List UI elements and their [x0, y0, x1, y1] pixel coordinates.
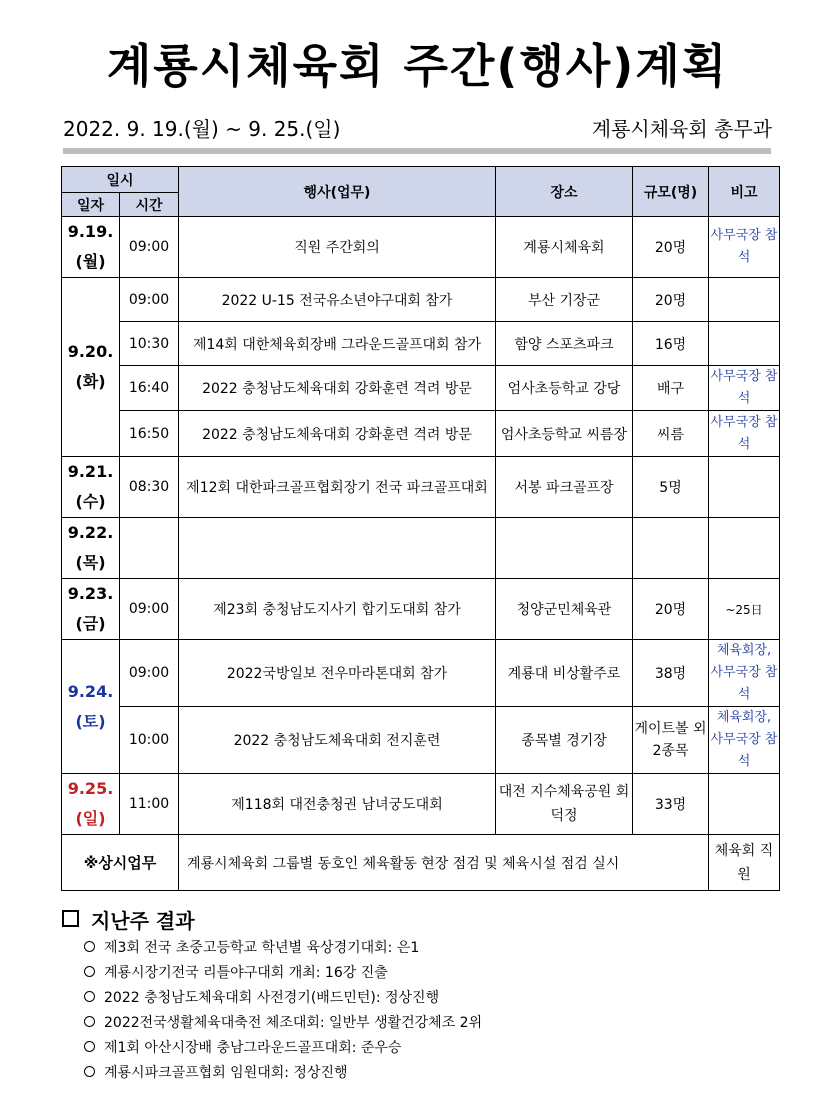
event-cell: 제23회 충청남도지사기 합기도대회 참가	[179, 579, 496, 640]
event-cell: 2022 충청남도체육대회 강화훈련 격려 방문	[179, 411, 496, 457]
date-cell: 9.21. (수)	[62, 457, 120, 518]
note-cell	[709, 457, 780, 518]
event-cell: 제12회 대한파크골프협회장기 전국 파크골프대회	[179, 457, 496, 518]
list-item: 2022전국생활체육대축전 체조대회: 일반부 생활건강체조 2위	[84, 1011, 482, 1036]
date-cell: 9.24. (토)	[62, 640, 120, 774]
department-text: 계룡시체육회 총무과	[591, 117, 772, 141]
place-cell: 엄사초등학교 강당	[496, 366, 633, 411]
scale-cell: 33명	[633, 774, 709, 835]
table-row	[62, 774, 780, 835]
table-row	[62, 278, 780, 322]
scale-cell: 게이트볼 외 2종목	[633, 707, 709, 774]
event-cell: 제14회 대한체육회장배 그라운드골프대회 참가	[179, 322, 496, 366]
header-note: 비고	[709, 167, 780, 217]
note-cell: 사무국장 참석	[709, 411, 780, 457]
routine-task: 계룡시체육회 그룹별 동호인 체육활동 현장 점검 및 체육시설 점검 실시	[179, 835, 709, 891]
square-bullet-icon	[62, 910, 79, 927]
results-list	[84, 936, 482, 1086]
circle-bullet-icon	[84, 1066, 95, 1077]
scale-cell: 38명	[633, 640, 709, 707]
note-cell: 사무국장 참석	[709, 366, 780, 411]
period-text: 2022. 9. 19.(월) ~ 9. 25.(일)	[63, 117, 341, 141]
table-row	[62, 518, 780, 579]
circle-bullet-icon	[84, 1041, 95, 1052]
event-cell: 2022 충청남도체육대회 전지훈련	[179, 707, 496, 774]
place-cell: 부산 기장군	[496, 278, 633, 322]
routine-row	[62, 835, 780, 891]
list-item: 제1회 아산시장배 충남그라운드골프대회: 준우승	[84, 1036, 482, 1061]
place-cell: 엄사초등학교 씨름장	[496, 411, 633, 457]
date-cell: 9.23. (금)	[62, 579, 120, 640]
routine-label: ※상시업무	[62, 835, 179, 891]
note-cell	[709, 518, 780, 579]
time-cell: 11:00	[120, 774, 179, 835]
table-row	[62, 707, 780, 774]
circle-bullet-icon	[84, 966, 95, 977]
time-cell: 10:30	[120, 322, 179, 366]
place-cell: 함양 스포츠파크	[496, 322, 633, 366]
place-cell: 서봉 파크골프장	[496, 457, 633, 518]
note-cell	[709, 322, 780, 366]
date-cell: 9.20. (화)	[62, 278, 120, 457]
event-cell: 제118회 대전충청권 남녀궁도대회	[179, 774, 496, 835]
event-cell	[179, 518, 496, 579]
time-cell: 09:00	[120, 278, 179, 322]
place-cell: 종목별 경기장	[496, 707, 633, 774]
event-cell: 2022 충청남도체육대회 강화훈련 격려 방문	[179, 366, 496, 411]
scale-cell: 20명	[633, 278, 709, 322]
place-cell	[496, 518, 633, 579]
time-cell: 09:00	[120, 217, 179, 278]
scale-cell: 16명	[633, 322, 709, 366]
scale-cell: 20명	[633, 579, 709, 640]
header-scale: 규모(명)	[633, 167, 709, 217]
table-row	[62, 322, 780, 366]
date-cell: 9.19. (월)	[62, 217, 120, 278]
list-item: 계룡시장기전국 리틀야구대회 개최: 16강 진출	[84, 961, 482, 986]
time-cell	[120, 518, 179, 579]
scale-cell: 5명	[633, 457, 709, 518]
table-row	[62, 217, 780, 278]
place-cell: 계룡대 비상활주로	[496, 640, 633, 707]
event-cell: 2022국방일보 전우마라톤대회 참가	[179, 640, 496, 707]
scale-cell: 배구	[633, 366, 709, 411]
note-cell: ~25日	[709, 579, 780, 640]
table-row	[62, 640, 780, 707]
place-cell: 계룡시체육회	[496, 217, 633, 278]
header-datetime: 일시	[62, 167, 179, 193]
circle-bullet-icon	[84, 991, 95, 1002]
page-title: 계룡시체육회 주간(행사)계획	[106, 39, 729, 93]
time-cell: 16:50	[120, 411, 179, 457]
date-cell: 9.25. (일)	[62, 774, 120, 835]
table-row	[62, 457, 780, 518]
circle-bullet-icon	[84, 941, 95, 952]
time-cell: 16:40	[120, 366, 179, 411]
routine-note: 체육회 직원	[709, 835, 780, 891]
header-event: 행사(업무)	[179, 167, 496, 217]
results-heading: 지난주 결과	[62, 905, 195, 934]
note-cell	[709, 774, 780, 835]
time-cell: 10:00	[120, 707, 179, 774]
event-cell: 2022 U-15 전국유소년야구대회 참가	[179, 278, 496, 322]
note-cell: 체육회장, 사무국장 참석	[709, 640, 780, 707]
scale-cell	[633, 518, 709, 579]
event-cell: 직원 주간회의	[179, 217, 496, 278]
place-cell: 대전 지수체육공원 회덕정	[496, 774, 633, 835]
scale-cell: 20명	[633, 217, 709, 278]
list-item: 계룡시파크골프협회 임원대회: 정상진행	[84, 1061, 482, 1086]
note-cell: 체육회장, 사무국장 참석	[709, 707, 780, 774]
time-cell: 09:00	[120, 640, 179, 707]
place-cell: 청양군민체육관	[496, 579, 633, 640]
circle-bullet-icon	[84, 1016, 95, 1027]
header-place: 장소	[496, 167, 633, 217]
time-cell: 09:00	[120, 579, 179, 640]
header-time: 시간	[120, 193, 179, 217]
header-divider	[63, 148, 771, 154]
list-item: 2022 충청남도체육대회 사전경기(배드민턴): 정상진행	[84, 986, 482, 1011]
scale-cell: 씨름	[633, 411, 709, 457]
note-cell	[709, 278, 780, 322]
header-date: 일자	[62, 193, 120, 217]
note-cell: 사무국장 참석	[709, 217, 780, 278]
list-item: 제3회 전국 초중고등학교 학년별 육상경기대회: 은1	[84, 936, 482, 961]
table-row	[62, 366, 780, 411]
date-cell: 9.22. (목)	[62, 518, 120, 579]
time-cell: 08:30	[120, 457, 179, 518]
weekly-schedule-table	[61, 166, 780, 891]
table-row	[62, 411, 780, 457]
table-row	[62, 579, 780, 640]
